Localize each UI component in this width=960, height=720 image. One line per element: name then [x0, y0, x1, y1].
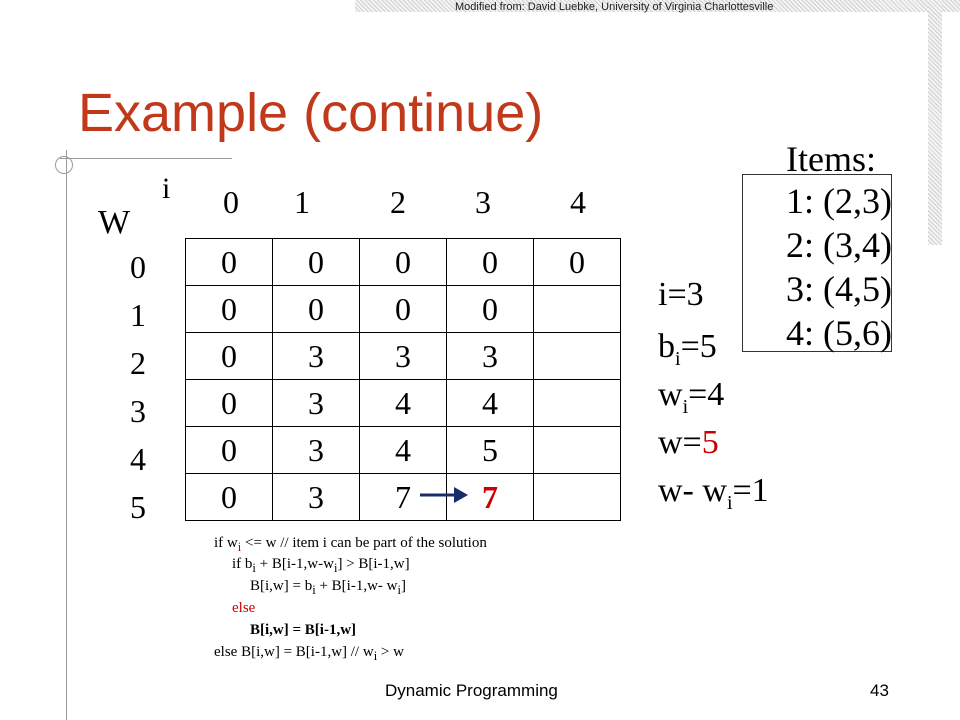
row-label: 4 — [130, 441, 146, 477]
row-label: 2 — [130, 345, 146, 381]
info-w — [658, 424, 719, 462]
code-text: > w — [377, 644, 404, 660]
code-line-2 — [232, 556, 410, 576]
info-b-prefix: b — [658, 328, 675, 365]
table-cell: 3 — [447, 333, 534, 380]
footer-title: Dynamic Programming — [385, 681, 558, 700]
code-sub: i — [312, 583, 316, 597]
items-heading: Items: — [786, 139, 876, 179]
code-sub: i — [252, 561, 256, 575]
code-sub: i — [333, 561, 338, 575]
row-label: 5 — [130, 489, 146, 525]
info-diff — [658, 472, 769, 515]
table-cell: 0 — [186, 427, 273, 474]
slide-title: Example (continue) — [78, 83, 544, 143]
table-row — [186, 380, 621, 427]
table-cell: 0 — [534, 239, 621, 286]
table-row — [186, 286, 621, 333]
table-row — [186, 239, 621, 286]
info-b-sub: i — [675, 347, 681, 370]
table-cell: 3 — [273, 380, 360, 427]
code-line-3 — [250, 578, 406, 598]
table-cell: 3 — [360, 333, 447, 380]
table-cell: 0 — [186, 474, 273, 521]
table-cell: 3 — [273, 333, 360, 380]
table-cell: 4 — [447, 380, 534, 427]
column-header: 0 — [223, 184, 239, 220]
table-cell: 0 — [360, 286, 447, 333]
code-line-1 — [214, 535, 487, 555]
code-line-4: else — [232, 600, 256, 616]
table-cell: 4 — [360, 380, 447, 427]
code-text: ] > B[i-1,w] — [337, 556, 410, 572]
table-cell: 0 — [273, 239, 360, 286]
info-wi-prefix: w — [658, 376, 683, 413]
code-text: <= w // item i can be part of the solution — [241, 535, 487, 551]
item-entry: 3: (4,5) — [786, 269, 892, 309]
item-entry: 1: (2,3) — [786, 181, 892, 221]
table-cell — [534, 333, 621, 380]
column-header: 4 — [570, 184, 586, 220]
item-entry: 2: (3,4) — [786, 225, 892, 265]
table-cell: 0 — [186, 380, 273, 427]
table-row — [186, 427, 621, 474]
info-b — [658, 328, 717, 371]
table-cell: 0 — [186, 333, 273, 380]
table-cell: 0 — [447, 239, 534, 286]
column-header: 3 — [475, 184, 491, 220]
table-row — [186, 333, 621, 380]
table-cell: 7 — [360, 474, 447, 521]
axis-i-label: i — [162, 172, 171, 205]
info-w-value: 5 — [701, 424, 719, 461]
arrow-icon — [418, 482, 470, 508]
dp-table — [185, 238, 621, 521]
table-cell: 0 — [273, 286, 360, 333]
page-number: 43 — [870, 681, 889, 700]
right-decoration — [928, 0, 942, 245]
column-header: 2 — [390, 184, 406, 220]
code-text: else B[i,w] = B[i-1,w] // w — [214, 644, 374, 660]
table-cell: 0 — [360, 239, 447, 286]
table-cell — [534, 380, 621, 427]
row-label: 1 — [130, 297, 146, 333]
info-wi-suffix: =4 — [688, 376, 725, 413]
table-cell: 5 — [447, 427, 534, 474]
item-entry: 4: (5,6) — [786, 313, 892, 353]
code-sub: i — [237, 540, 242, 554]
highlighted-cell: 7 — [447, 474, 534, 521]
info-diff-suffix: =1 — [732, 472, 769, 509]
code-text: ] — [400, 578, 406, 594]
credit-text: Modified from: David Luebke, University of Virginia Charlottesville — [455, 1, 774, 13]
row-label: 3 — [130, 393, 146, 429]
table-cell — [534, 286, 621, 333]
info-w-eq: w= — [658, 424, 702, 461]
info-b-suffix: =5 — [680, 328, 717, 365]
table-cell — [534, 427, 621, 474]
code-sub: i — [397, 583, 401, 597]
info-i: i=3 — [658, 276, 704, 313]
code-line-6 — [214, 644, 404, 664]
table-cell: 0 — [186, 286, 273, 333]
column-header: 1 — [294, 184, 310, 220]
left-rule — [66, 150, 67, 720]
code-text: B[i,w] = b — [250, 578, 313, 594]
title-underline — [60, 158, 232, 159]
table-cell: 0 — [186, 239, 273, 286]
info-diff-prefix: w- w — [658, 472, 727, 509]
code-text: if b — [232, 556, 253, 572]
table-cell: 4 — [360, 427, 447, 474]
info-wi-sub: i — [682, 395, 689, 418]
table-cell: 3 — [273, 474, 360, 521]
info-diff-sub: i — [726, 491, 733, 514]
code-sub: i — [373, 649, 378, 663]
table-cell: 0 — [447, 286, 534, 333]
info-wi — [658, 376, 724, 419]
row-label: 0 — [130, 249, 146, 285]
table-cell — [534, 474, 621, 521]
table-row — [186, 474, 621, 521]
code-line-5: B[i,w] = B[i-1,w] — [250, 622, 357, 638]
table-cell: 3 — [273, 427, 360, 474]
axis-w-label: W — [98, 204, 131, 241]
code-text: + B[i-1,w-w — [255, 556, 334, 572]
code-text: if w — [214, 535, 238, 551]
rule-circle-ornament — [55, 156, 73, 174]
code-text: + B[i-1,w- w — [315, 578, 398, 594]
